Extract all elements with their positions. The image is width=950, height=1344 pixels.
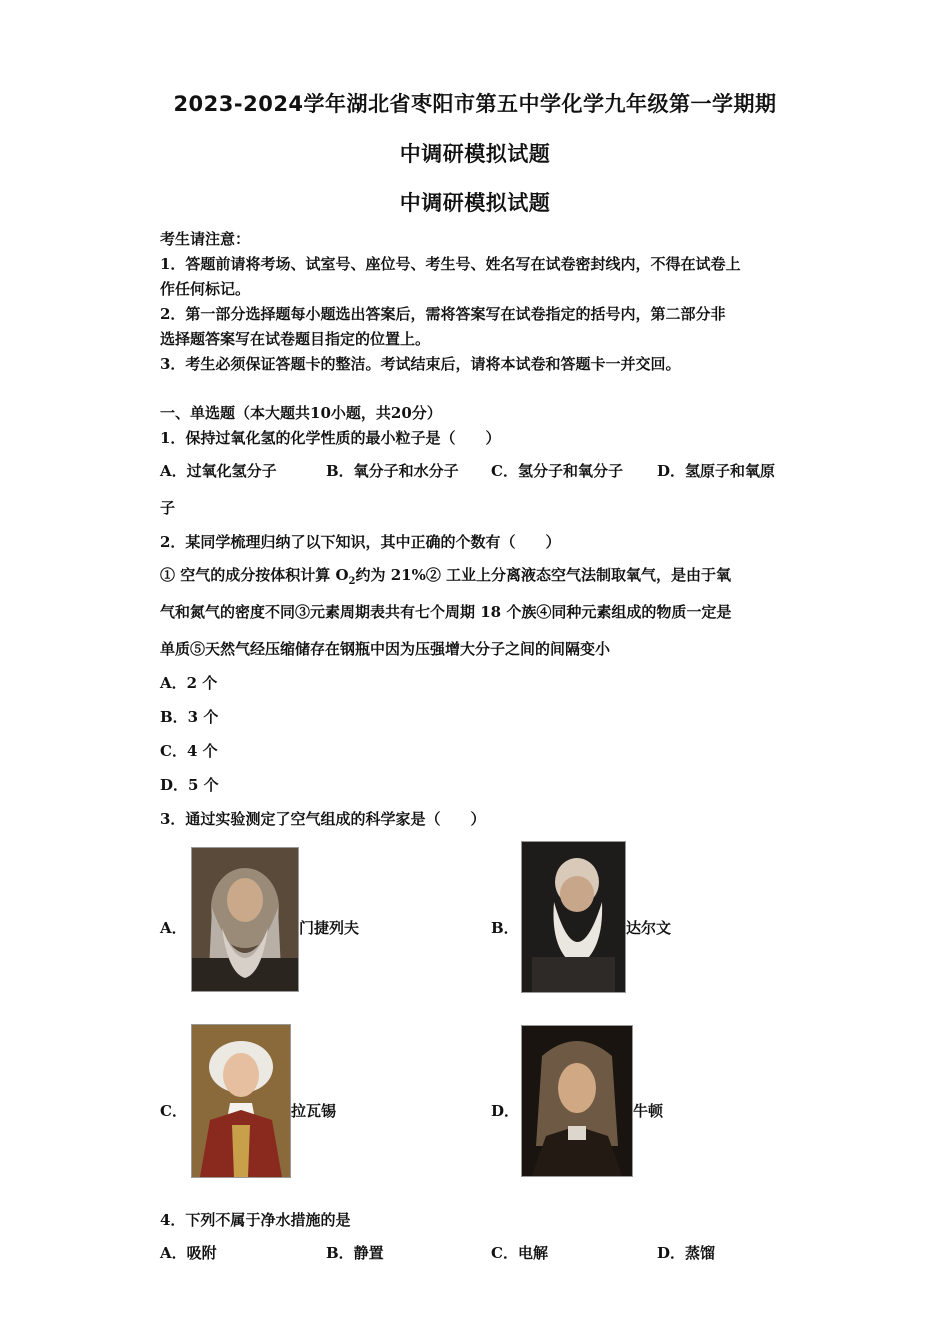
question-3-option-c-label: C． [160, 1102, 187, 1120]
notice-line: 选择题答案写在试卷题目指定的位置上。 [160, 330, 431, 348]
question-2-body-line1 [160, 564, 731, 587]
section-heading: 一、单选题（本大题共10小题，共20分） [160, 404, 442, 422]
question-2-option-c: C．4 个 [160, 742, 218, 760]
question-3-option-b-label: B． [491, 919, 519, 937]
question-2-body-line3: 单质⑤天然气经压缩储存在钢瓶中因为压强增大分子之间的间隔变小 [160, 640, 611, 658]
question-1-stem: 1．保持过氧化氢的化学性质的最小粒子是（ ） [160, 429, 501, 447]
notice-line: 1．答题前请将考场、试室号、座位号、考生号、姓名写在试卷密封线内，不得在试卷上 [160, 255, 741, 273]
question-2-body-text: ① 空气的成分按体积计算 O [160, 566, 349, 584]
question-3-option-c-name: 拉瓦锡 [291, 1102, 337, 1120]
question-2-option-d: D．5 个 [160, 776, 219, 794]
question-1-option-c: C．氢分子和氧分子 [491, 462, 623, 480]
question-2-option-a: A．2 个 [160, 674, 218, 692]
question-1-option-a: A．过氧化氢分子 [160, 462, 277, 480]
portrait-newton [521, 1025, 633, 1177]
notice-line: 作任何标记。 [160, 280, 251, 298]
question-4-option-d: D．蒸馏 [657, 1244, 716, 1262]
question-2-body-line2: 气和氮气的密度不同③元素周期表共有七个周期 18 个族④同种元素组成的物质一定是 [160, 603, 732, 621]
exam-title-line1: 2023-2024学年湖北省枣阳市第五中学化学九年级第一学期期 [173, 92, 777, 116]
question-1-option-d-continued: 子 [160, 499, 176, 517]
question-4-option-c: C．电解 [491, 1244, 548, 1262]
question-3-option-a-label: A． [160, 919, 187, 937]
question-3-option-b-name: 达尔文 [626, 919, 672, 937]
exam-title-line2: 中调研模拟试题 [399, 142, 551, 166]
question-3-option-d-name: 牛顿 [633, 1102, 664, 1120]
question-2-stem: 2．某同学梳理归纳了以下知识，其中正确的个数有（ ） [160, 533, 561, 551]
question-1-option-b: B．氧分子和水分子 [326, 462, 459, 480]
question-4-option-b: B．静置 [326, 1244, 384, 1262]
notice-line: 3．考生必须保证答题卡的整洁。考试结束后，请将本试卷和答题卡一并交回。 [160, 355, 681, 373]
question-2-body-text: 约为 21%② 工业上分离液态空气法制取氧气，是由于氧 [355, 566, 732, 584]
portrait-lavoisier [191, 1024, 291, 1178]
question-3-option-d-label: D． [491, 1102, 520, 1120]
question-4-stem: 4．下列不属于净水措施的是 [160, 1211, 351, 1229]
subscript: 2 [348, 576, 356, 587]
question-4-option-a: A．吸附 [160, 1244, 217, 1262]
portrait-darwin [521, 841, 626, 993]
exam-title-line3: 中调研模拟试题 [399, 191, 551, 215]
question-3-option-a-name: 门捷列夫 [299, 919, 360, 937]
portrait-mendeleev [191, 847, 299, 992]
notice-heading: 考生请注意： [160, 230, 251, 248]
question-1-option-d: D．氢原子和氧原 [657, 462, 776, 480]
notice-line: 2．第一部分选择题每小题选出答案后，需将答案写在试卷指定的括号内，第二部分非 [160, 305, 726, 323]
question-3-stem: 3．通过实验测定了空气组成的科学家是（ ） [160, 810, 486, 828]
question-2-option-b: B．3 个 [160, 708, 219, 726]
